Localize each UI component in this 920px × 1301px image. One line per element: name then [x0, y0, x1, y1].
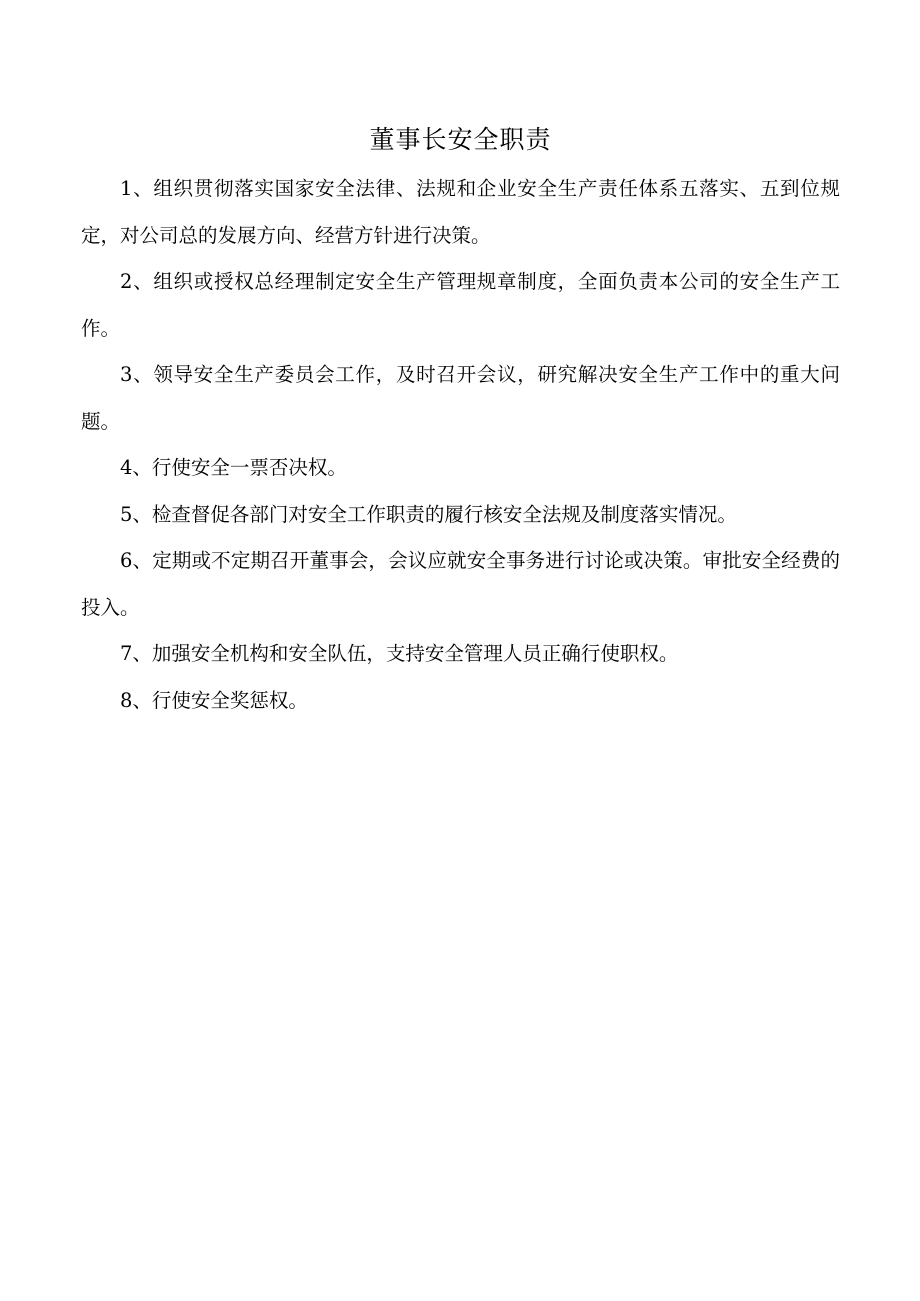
clause-6: 6、定期或不定期召开董事会，会议应就安全事务进行讨论或决策。审批安全经费的投入。	[81, 549, 840, 619]
clause-7: 7、加强安全机构和安全队伍，支持安全管理人员正确行使职权。	[120, 642, 679, 665]
clause-4: 4、行使安全一票否决权。	[120, 456, 347, 479]
clause-5: 5、检查督促各部门对安全工作职责的履行核安全法规及制度落实情况。	[120, 502, 737, 526]
clause-8: 8、行使安全奖惩权。	[120, 688, 308, 712]
clause-3: 3、领导安全生产委员会工作，及时召开会议，研究解决安全生产工作中的重大问题。	[81, 363, 840, 433]
document-title: 董事长安全职责	[369, 125, 552, 154]
clause-1: 1、组织贯彻落实国家安全法律、法规和企业安全生产责任体系五落实、五到位规定，对公司总的发展方向、经营方针进行决策。	[81, 177, 840, 247]
clause-2: 2、组织或授权总经理制定安全生产管理规章制度，全面负责本公司的安全生产工作。	[81, 270, 840, 340]
